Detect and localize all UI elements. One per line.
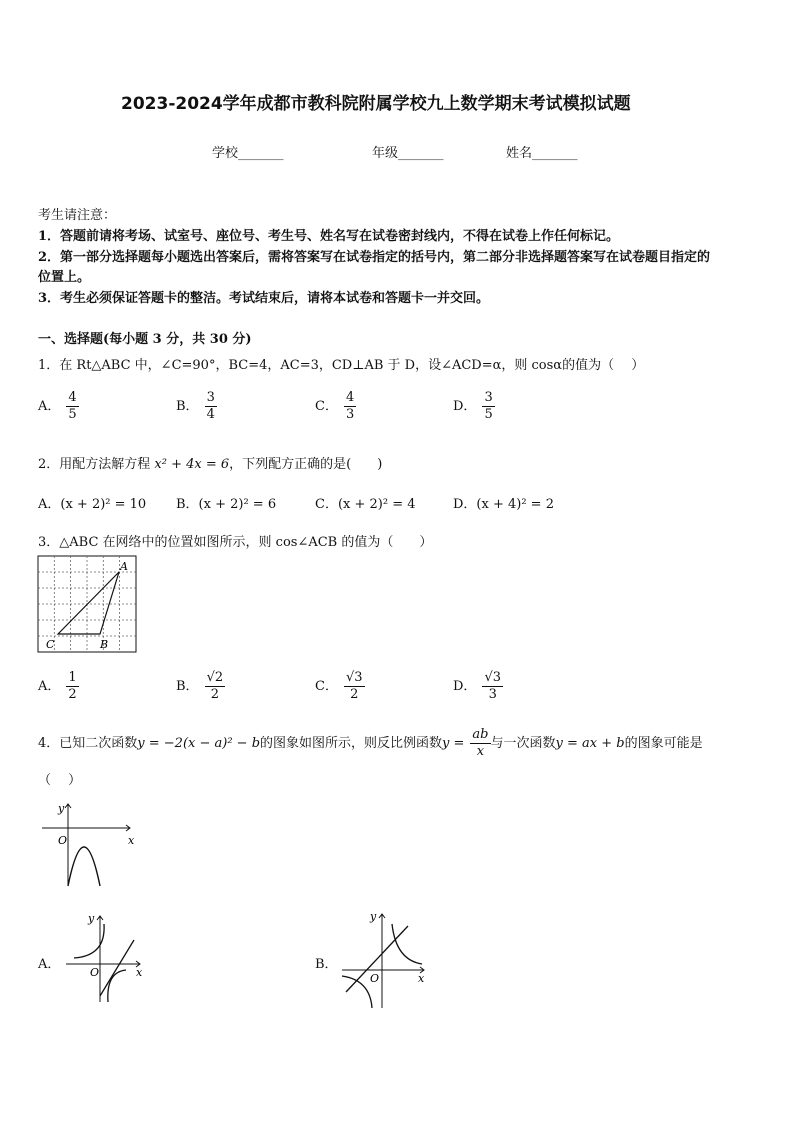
q2-stem-b: ，下列配方正确的是( ) xyxy=(229,457,383,472)
q3-c-denominator: 2 xyxy=(350,687,359,702)
q3-a-denominator: 2 xyxy=(68,687,77,702)
q1-option-d-label: D． xyxy=(453,399,477,414)
name-field: 姓名_______ xyxy=(506,146,578,161)
vertex-a-label: A xyxy=(120,560,128,573)
q3-grid-figure xyxy=(36,554,140,654)
q4-stem-d: 的图象可能是 xyxy=(624,736,703,751)
q1-option-c-label: C． xyxy=(315,399,338,414)
grade-field: 年级_______ xyxy=(372,146,444,161)
q4-option-a-figure xyxy=(62,910,146,1004)
q1-b-numerator: 3 xyxy=(206,390,215,405)
parabola-curve xyxy=(68,847,100,886)
q1-option-b-label: B． xyxy=(176,399,199,414)
origin-label: O xyxy=(370,972,380,985)
school-field: 学校_______ xyxy=(212,146,284,161)
q3-option-c-label: C． xyxy=(315,679,338,694)
q1-a-denominator: 5 xyxy=(68,407,77,422)
q4-parabola-figure xyxy=(38,798,138,890)
notice-item-2-cont: 位置上。 xyxy=(38,270,91,285)
q3-option-b-label: B． xyxy=(176,679,199,694)
q4-inverse-eq-prefix: y = xyxy=(442,736,465,751)
q2-stem-a: 2．用配方法解方程 xyxy=(38,457,155,472)
q1-option-d xyxy=(453,390,495,423)
q4-stem xyxy=(38,727,703,760)
q3-b-numerator: √2 xyxy=(206,670,224,685)
q4-inverse-eq-numerator: ab xyxy=(472,727,489,742)
q2-equation: x² + 4x = 6 xyxy=(154,457,230,472)
q4-inverse-eq-denominator: x xyxy=(476,744,485,759)
notice-item-3: 3．考生必须保证答题卡的整洁。考试结束后，请将本试卷和答题卡一并交回。 xyxy=(38,291,490,306)
origin-label: O xyxy=(90,966,100,979)
q3-option-c xyxy=(315,670,365,703)
q3-a-numerator: 1 xyxy=(68,670,77,685)
vertex-b-label: B xyxy=(100,638,109,651)
q4-stem-c: 与一次函数 xyxy=(490,736,556,751)
q1-b-denominator: 4 xyxy=(206,407,215,422)
q2-option-a: A．(x + 2)² = 10 xyxy=(38,497,147,512)
q1-option-b xyxy=(176,390,217,423)
q4-stem-a: 4．已知二次函数 xyxy=(38,736,138,751)
hyperbola-branch-2 xyxy=(108,970,126,1002)
vertex-c-label: C xyxy=(46,638,55,651)
q1-option-c xyxy=(315,390,356,423)
notice-item-1: 1．答题前请将考场、试室号、座位号、考生号、姓名写在试卷密封线内，不得在试卷上作任何标记。 xyxy=(38,229,620,244)
q1-c-numerator: 4 xyxy=(345,390,355,405)
q3-option-d xyxy=(453,670,503,703)
hyperbola-branch-1 xyxy=(392,924,422,964)
q4-answer-paren: （ ） xyxy=(38,773,82,788)
q3-stem: 3．△ABC 在网络中的位置如图所示，则 cos∠ACB 的值为（ ） xyxy=(38,535,433,550)
y-axis-label: y xyxy=(58,802,65,815)
q1-stem: 1．在 Rt△ABC 中，∠C=90°，BC=4，AC=3，CD⊥AB 于 D，设∠ACD=α，则 cosα的值为（ ） xyxy=(38,358,645,373)
q4-quadratic-eq: y = −2(x − a)² − b xyxy=(137,736,261,751)
notice-item-2: 2．第一部分选择题每小题选出答案后，需将答案写在试卷指定的括号内，第二部分非选择题答案写在试卷题目指定的 xyxy=(38,250,711,265)
q2-option-d: D．(x + 4)² = 2 xyxy=(453,497,554,512)
q1-a-numerator: 4 xyxy=(68,390,77,405)
q3-d-numerator: √3 xyxy=(484,670,501,685)
x-axis-label: x xyxy=(136,966,143,979)
q4-stem-b: 的图象如图所示，则反比例函数 xyxy=(260,736,443,751)
q3-option-a-label: A． xyxy=(38,679,61,694)
x-axis-label: x xyxy=(128,834,135,847)
linear-function-line xyxy=(100,940,134,996)
q3-option-b xyxy=(176,670,225,703)
q2-option-b: B．(x + 2)² = 6 xyxy=(176,497,277,512)
notice-heading: 考生请注意： xyxy=(38,208,117,223)
q3-b-denominator: 2 xyxy=(210,687,219,702)
origin-label: O xyxy=(58,834,68,847)
q1-d-numerator: 3 xyxy=(484,390,493,405)
q1-c-denominator: 3 xyxy=(345,407,355,422)
q3-d-denominator: 3 xyxy=(488,687,497,702)
page-title: 2023-2024学年成都市教科院附属学校九上数学期末考试模拟试题 xyxy=(121,94,631,114)
section-heading: 一、选择题(每小题 3 分，共 30 分) xyxy=(38,332,252,347)
triangle-abc xyxy=(58,572,119,634)
q1-option-a-label: A． xyxy=(38,399,61,414)
q4-option-a-label: A． xyxy=(38,957,61,972)
q2-option-c: C．(x + 2)² = 4 xyxy=(315,497,416,512)
q3-option-a xyxy=(38,670,79,703)
q3-option-d-label: D． xyxy=(453,679,477,694)
q4-option-b-figure xyxy=(338,908,430,1010)
y-axis-label: y xyxy=(88,912,95,925)
q1-option-a xyxy=(38,390,79,423)
q1-d-denominator: 5 xyxy=(484,407,493,422)
q4-option-b-label: B． xyxy=(315,957,338,972)
x-axis-label: x xyxy=(418,972,425,985)
q2-stem xyxy=(38,453,382,472)
y-axis-label: y xyxy=(370,910,377,923)
q3-c-numerator: √3 xyxy=(345,670,363,685)
q4-linear-eq: y = ax + b xyxy=(555,736,625,751)
